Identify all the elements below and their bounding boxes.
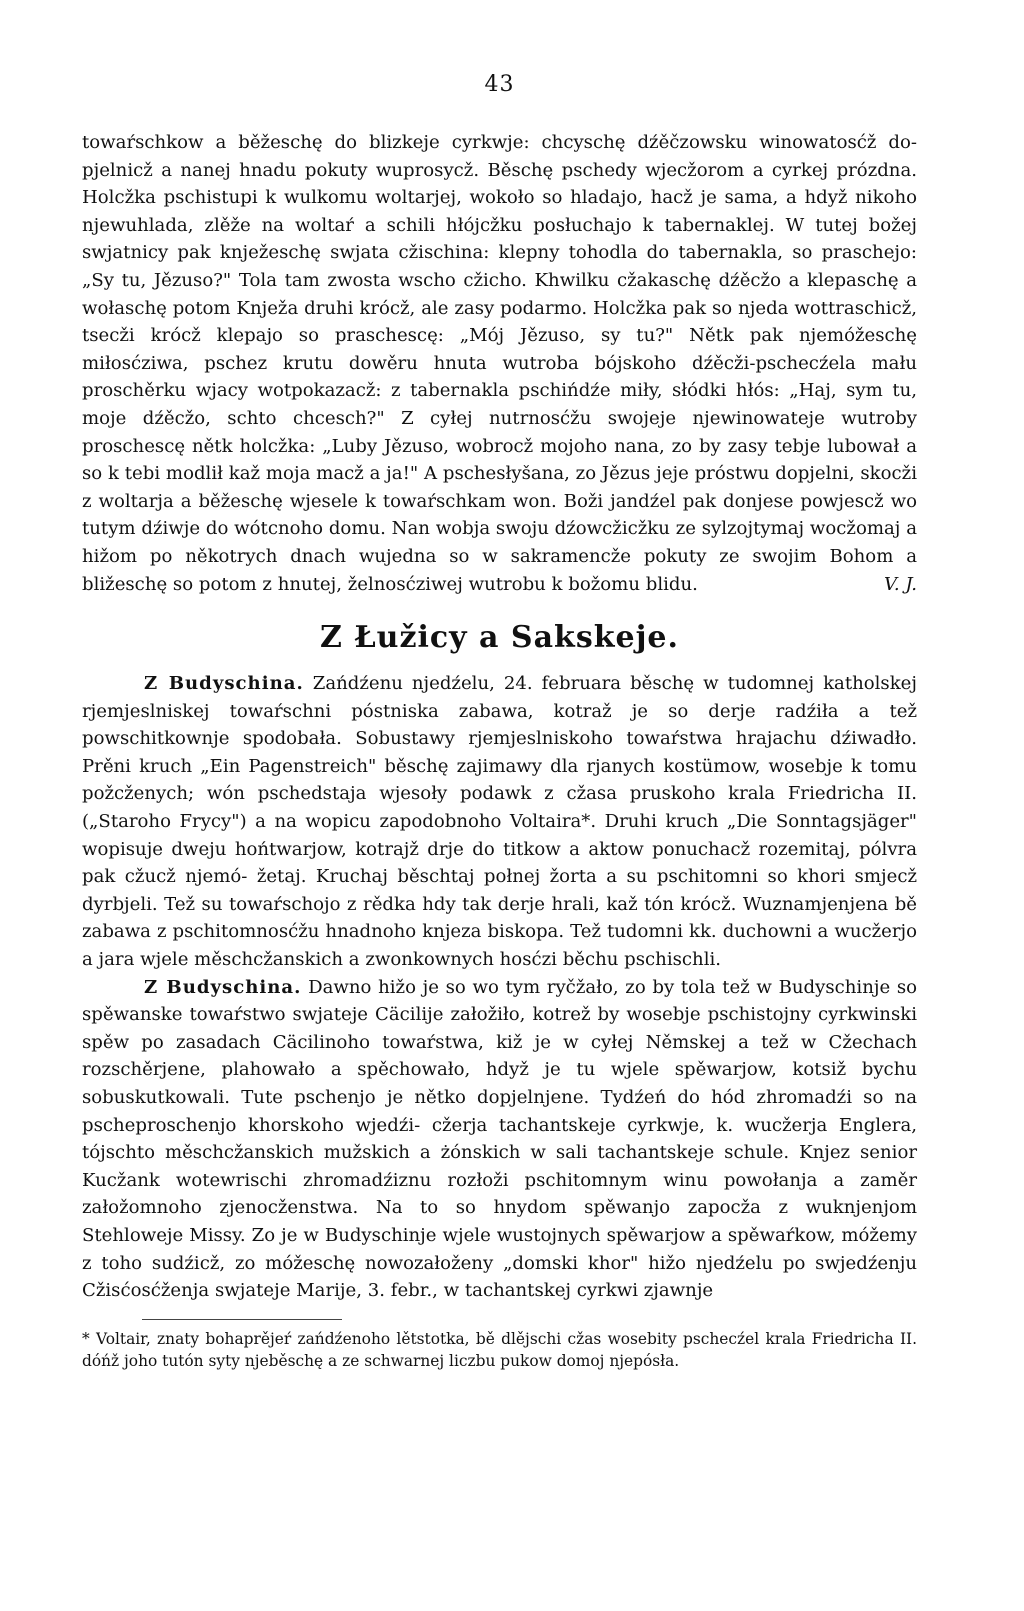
paragraph-lead: Z Budyschina. [144, 976, 302, 998]
paragraph-text: Zańdźenu njedźelu, 24. februara běschę w tudomnej katholskej rjemjeslniskej towaŕschni póstniska zabawa, kotraž je so derje radźiła a tež powschitkownje spodobała. Sobustawy rjemjeslniskoho towaŕstwa hrajachu dźiwadło. Prěni kruch „Ein Pagenstreich" běschę zajimawy dla rjanych kostümow, wosebje k tomu požcženych; wón pschedstaja wjesoły podawk z cžasa pruskoho krala Friedricha II. („Staroho Frycy") a na wopicu zapodobnoho Voltaira*. Druhi kruch „Die Sonntagsjäger" wopisuje dweju hońtwarjow, kotrajž drje do titkow a aktow ponuchacž rozemitaj, pólvra pak cžucž njemó- žetaj. Kruchaj běschtaj połnej žorta a su pschitomni so khori smjecž dyrbjeli. Tež su towaŕschojo z rědka hdy tak derje hrali, kaž tón krócž. Wuznamjenjena bě zabawa z pschitomnosćžu hnadnoho knjeza biskopa. Tež tudomni kk. duchowni a wucžerjo a jara wjele měschcžanskich a zwonkownych hosćzi běchu pschischli. [82, 673, 918, 971]
paragraph-text: Dawno hižo je so wo tym ryčžało, zo by tola tež w Budyschinje so spěwanske towaŕstwo swjateje Cäcilije załožiło, kotrež by wosebje pschistojny cyrkwinski spěw po zasadach Cäcilinoho towaŕstwa, kiž je w cyłej Němskej a tež w Cžechach rozschěrjene, plahowało a spěchowało, hdyž je tu wjele spěwarjow, kotsiž bychu sobuskutkowali. Tute pschenjo je nětko dopjelnjene. Tydźeń do hód zhromadźi so na pscheproschenjo khorskoho wjedźi- cžerja tachantskeje cyrkwje, k. wucžerja Englera, tójschto měschcžanskich mužskich a żónskich w sali tachantskeje schule. Knjez senior Kucžank wotewrischi zhromadźiznu rozłoži pschitomnym winu powołanja a zaměr załožomnoho zjenocženstwa. Na to so hnydom spěwanjo zapocža z wuknjenjom Stehloweje Missy. Zo je w Budyschinje wjele wustojnych spěwarjow a spěwaŕkow, móžemy z toho sudźicž, zo móžeschę nowozałoženy „domski khor" hižo njedźelu po swjedźenju Cžisćosćženja swjateje Marije, 3. febr., w tachantskej cyrkwi zjawnje [82, 976, 918, 1302]
news-paragraph-2 [82, 974, 917, 1305]
signature: V. J. [883, 573, 917, 595]
page-number: 43 [484, 72, 515, 97]
footnote-text: * Voltair, znaty bohaprějeŕ zańdźenoho lětstotka, bě dlějschi cžas wosebity pschecźel krala Friedricha II. dóńž joho tutón syty njeběschę a ze schwarnej liczbu pukow domoj njepósła. [82, 1329, 917, 1370]
footnote [82, 1328, 917, 1372]
intro-paragraph [82, 129, 917, 598]
intro-text: towaŕschkow a běžeschę do blizkeje cyrkwje: chcyschę dźěčzowsku winowatosćž do- pjelnicž a nanej hnadu pokuty wuprosycž. Běschę pschedy wjecžorom a cyrkej prózdna. Holcžka pschistupi k wulkomu woltarjej, wokoło so hladajo, hacž je sama, a hdyž nikoho njewuhlada, zlěže na woltaŕ a schili hłójcžku posłuchajo k tabernaklej. W tutej božej swjatnicy pak knježeschę swjata cžischina: klepny tohodla do tabernakla, so praschejo: „Sy tu, Jězuso?" Tola tam zwosta wscho cžicho. Khwilku cžakaschę dźěcžo a klepaschę a wołaschę potom Knježa druhi krócž, ale zasy podarmo. Holcžka pak so njeda wottraschicž, tsecži krócž klepajo so praschescę: „Mój Jězuso, sy tu?" Nětk pak njemóžeschę miłosćziwa, pschez krutu dowěru hnuta wutroba bójskoho dźěcži-pschecźela mału proschěrku wjacy wotpokazacž: z tabernakla pschińdźe miły, słódki hłós: „Haj, sym tu, moje dźěcžo, schto chcesch?" Z cyłej nutrnosćžu swojeje njewinowateje wutroby proschescę nětk holcžka: „Luby Jězuso, wobrocž mojoho nana, zo by zasy tebje lubował a so k tebi modlił kaž moja macž a ja!" A pschesłyšana, zo Jězus jeje próstwu dopjelni, skocži z woltarja a běžeschę wjesele k towaŕschkam won. Boži jandźel pak donjese powjescž wo tutym dźiwje do wótcnoho domu. Nan wobja swoju dźowcžicžku ze sylzojtymaj wocžomaj a hižom po někotrych dnach wujedna so w sakramencže pokuty ze swojim Bohom a bližeschę so potom z hnutej, želnosćziwej wutrobu k božomu blidu. [82, 132, 917, 595]
footnote-divider [142, 1319, 342, 1320]
paragraph-lead: Z Budyschina. [144, 673, 304, 695]
section-title: Z Łužicy a Sakskeje. [320, 620, 679, 656]
news-paragraph-1 [82, 670, 917, 974]
main-text [82, 129, 917, 1305]
